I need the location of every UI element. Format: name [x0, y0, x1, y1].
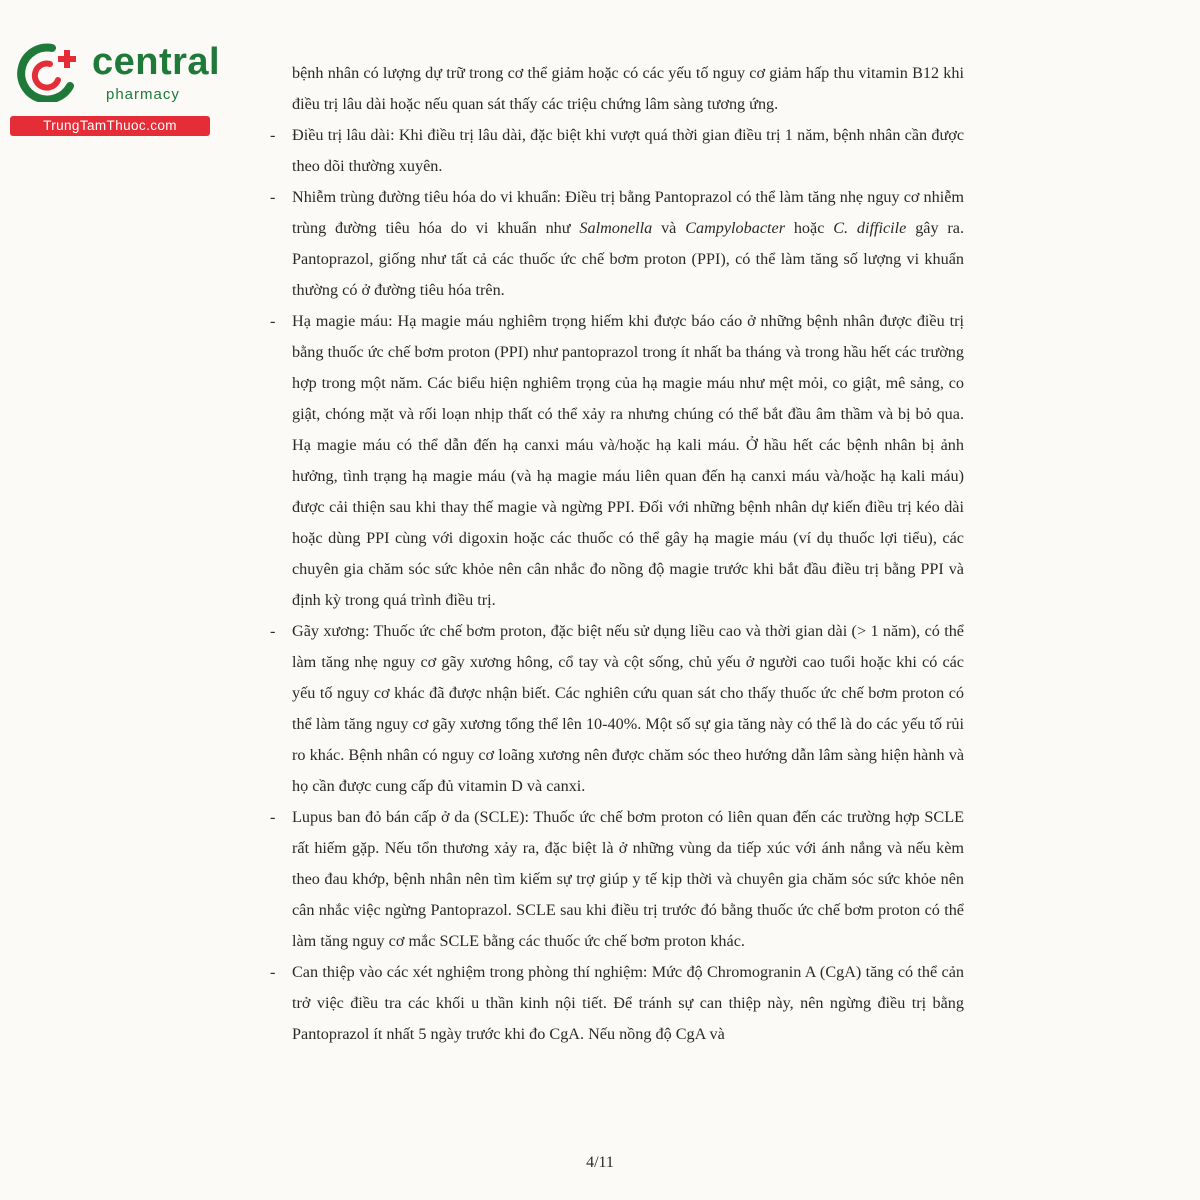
item-text: Hạ magie máu: Hạ magie máu nghiêm trọng hiếm khi được báo cáo ở những bệnh nhân được điều trị bằng thuốc ức chế bơm proton (PPI) như pantoprazol trong ít nhất ba tháng và trong hầu hết các trường hợp trong một năm. Các biểu hiện nghiêm trọng của hạ magie máu như mệt mỏi, co giật, mê sảng, co giật, chóng mặt và rối loạn nhịp thất có thể xảy ra nhưng chúng có thể bắt đầu âm thầm và bị bỏ qua. Hạ magie máu có thể dẫn đến hạ canxi máu và/hoặc hạ kali máu. Ở hầu hết các bệnh nhân bị ảnh hưởng, tình trạng hạ magie máu (và hạ magie máu liên quan đến hạ canxi máu và/hoặc hạ kali máu) được cải thiện sau khi thay thế magie và ngừng PPI. Đối với những bệnh nhân dự kiến điều trị kéo dài hoặc dùng PPI cùng với digoxin hoặc các thuốc có thể gây hạ magie máu (ví dụ thuốc lợi tiểu), các chuyên gia chăm sóc sức khỏe nên cân nhắc đo nồng độ magie trước khi bắt đầu điều trị bằng PPI và định kỳ trong quá trình điều trị.	[292, 312, 964, 609]
item-italic: Campylobacter	[685, 219, 785, 237]
list-item-fracture	[262, 616, 964, 802]
list-item-long-term	[262, 120, 964, 182]
item-text: Gãy xương: Thuốc ức chế bơm proton, đặc biệt nếu sử dụng liều cao và thời gian dài (> 1 năm), có thể làm tăng nhẹ nguy cơ gãy xương hông, cổ tay và cột sống, chủ yếu ở người cao tuổi hoặc khi có các yếu tố nguy cơ khác đã được nhận biết. Các nghiên cứu quan sát cho thấy thuốc ức chế bơm proton có thể làm tăng nguy cơ gãy xương tổng thể lên 10-40%. Một số sự gia tăng này có thể là do các yếu tố rủi ro khác. Bệnh nhân có nguy cơ loãng xương nên được chăm sóc theo hướng dẫn lâm sàng hiện hành và họ cần được cung cấp đủ vitamin D và canxi.	[292, 622, 964, 795]
item-text: và	[652, 219, 686, 237]
item-text: hoặc	[785, 219, 834, 237]
intro-paragraph: bệnh nhân có lượng dự trữ trong cơ thể giảm hoặc có các yếu tố nguy cơ giảm hấp thu vitamin B12 khi điều trị lâu dài hoặc nếu quan sát thấy các triệu chứng lâm sàng tương ứng.	[292, 64, 964, 113]
list-item-lab-interference	[262, 957, 964, 1050]
brand-name: central	[92, 41, 221, 83]
brand-site: TrungTamThuoc.com	[10, 116, 210, 136]
item-text: Điều trị lâu dài: Khi điều trị lâu dài, đặc biệt khi vượt quá thời gian điều trị 1 năm, bệnh nhân cần được theo dõi thường xuyên.	[292, 126, 964, 175]
item-text: Can thiệp vào các xét nghiệm trong phòng thí nghiệm: Mức độ Chromogranin A (CgA) tăng có thể cản trở việc điều tra các khối u thần kinh nội tiết. Để tránh sự can thiệp này, nên ngừng điều trị bằng Pantoprazol ít nhất 5 ngày trước khi đo CgA. Nếu nồng độ CgA và	[292, 963, 964, 1043]
item-italic: C. difficile	[833, 219, 907, 237]
list-dash: -	[270, 963, 276, 981]
list-dash: -	[270, 188, 276, 206]
document-body	[262, 58, 964, 1050]
brand-logo	[10, 38, 221, 138]
item-italic: Salmonella	[579, 219, 653, 237]
list-dash: -	[270, 622, 276, 640]
list-dash: -	[270, 808, 276, 826]
list-dash: -	[270, 312, 276, 330]
list-item-infection	[262, 182, 964, 306]
item-text: gây ra. Pantoprazol, giống như tất cả các thuốc ức chế bơm proton (PPI), có thể làm tăng số lượng vi khuẩn thường có ở đường tiêu hóa trên.	[292, 219, 965, 299]
list-item-hypomagnesemia	[262, 306, 964, 616]
item-text: Lupus ban đỏ bán cấp ở da (SCLE): Thuốc ức chế bơm proton có liên quan đến các trường hợp SCLE rất hiếm gặp. Nếu tổn thương xảy ra, đặc biệt là ở những vùng da tiếp xúc với ánh nắng và nếu kèm theo đau khớp, bệnh nhân nên tìm kiếm sự trợ giúp y tế kịp thời và chuyên gia chăm sóc sức khỏe nên cân nhắc việc ngừng Pantoprazol. SCLE sau khi điều trị trước đó bằng thuốc ức chế bơm proton có thể làm tăng nguy cơ mắc SCLE bằng các thuốc ức chế bơm proton khác.	[292, 808, 964, 950]
page-number: 4/11	[586, 1154, 614, 1171]
list-dash: -	[270, 126, 276, 144]
brand-sub: pharmacy	[106, 86, 180, 103]
list-item-scle	[262, 802, 964, 957]
central-pharmacy-logo-icon	[12, 40, 86, 102]
item-text: Nhiễm trùng đường tiêu hóa do vi khuẩn: Điều trị bằng Pantoprazol có thể làm tăng nhẹ nguy cơ nhiễm trùng đường tiêu hóa do vi khuẩn như	[292, 188, 964, 237]
